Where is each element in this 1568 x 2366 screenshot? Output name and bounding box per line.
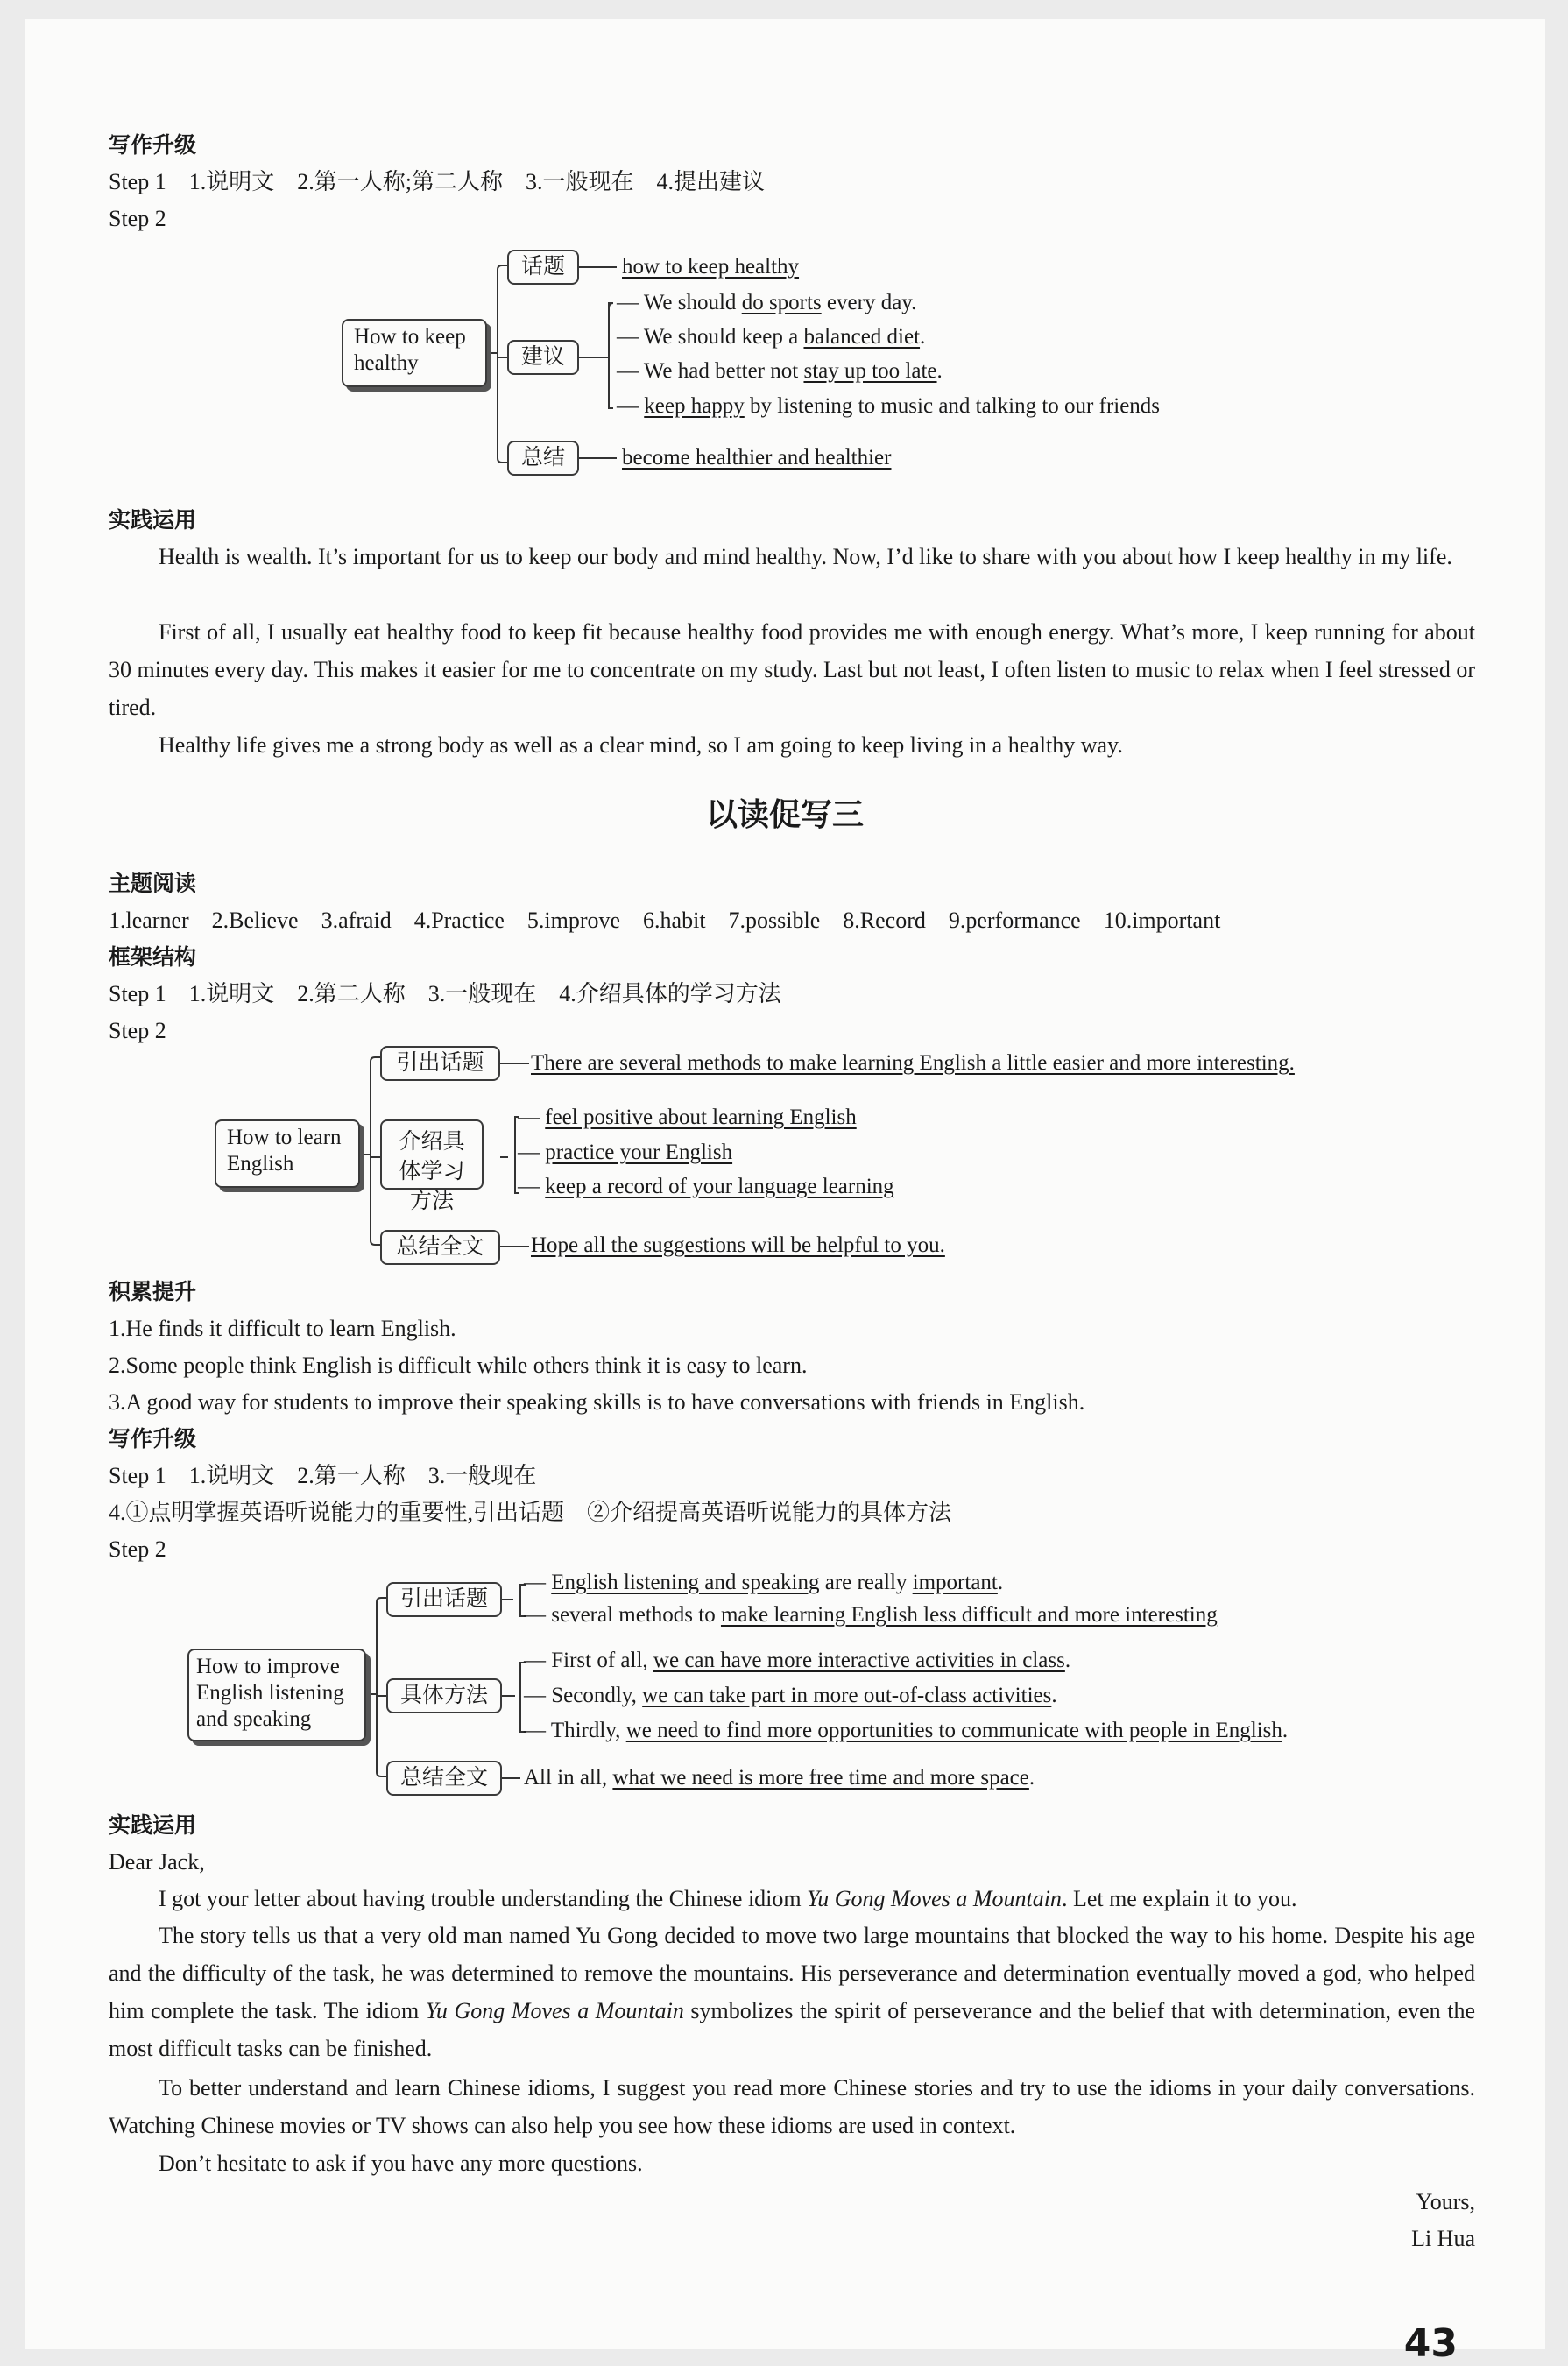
essay1-paragraph-2: First of all, I usually eat healthy food to keep fit because healthy food provides me with enough energy. What’s more, I keep running for about 30 minutes every day. This makes it easier for me to concentrate on my study. Last but not least, I often listen to music to relax when I feel stressed or tired. (109, 619, 1475, 720)
sentence-3: 3.A good way for students to improve their speaking skills is to have conversations with friends in English. (109, 1389, 1085, 1415)
letter-greeting: Dear Jack, (109, 1849, 205, 1875)
heading-theme-reading: 主题阅读 (109, 871, 197, 896)
letter-paragraph-1: I got your letter about having trouble understanding the Chinese idiom Yu Gong Moves a Mountain. Let me explain it to you. (159, 1886, 1297, 1911)
mindmap1-topic-leaf: how to keep healthy (622, 255, 800, 279)
letter-signature: Li Hua (1411, 2226, 1475, 2251)
step1-line: Step 1 1.说明文 2.第一人称;第二人称 3.一般现在 4.提出建议 (109, 169, 765, 194)
framework-step2-label: Step 2 (109, 1018, 166, 1043)
sentence-1: 1.He finds it difficult to learn English. (109, 1316, 456, 1341)
mindmap2-intro-leaf: There are several methods to make learning English a little easier and more interesting. (531, 1051, 1295, 1075)
mindmap1-suggestion-4: — keep happy by listening to music and talking to our friends (617, 394, 1161, 418)
heading-writing-upgrade: 写作升级 (109, 132, 197, 158)
mindmap1-summary-leaf: become healthier and healthier (622, 446, 892, 470)
mindmap2-method-2: — practice your English (518, 1141, 733, 1164)
mindmap3-branch-summary: 总结全文 (386, 1761, 502, 1796)
framework-step1: Step 1 1.说明文 2.第二人称 3.一般现在 4.介绍具体的学习方法 (109, 981, 781, 1006)
mindmap3-intro-2: — several methods to make learning English less difficult and more interesting (524, 1603, 1218, 1627)
mindmap2-branch-methods: 介绍具体学习方法 (380, 1119, 484, 1190)
mindmap3-summary-leaf: All in all, what we need is more free time and more space. (524, 1766, 1035, 1790)
mindmap3-branch-methods: 具体方法 (386, 1678, 502, 1713)
essay1-paragraph-3: Healthy life gives me a strong body as well as a clear mind, so I am going to keep living in a healthy way. (159, 732, 1123, 758)
heading-writing-upgrade-2: 写作升级 (109, 1426, 197, 1451)
essay1-paragraph-1: Health is wealth. It’s important for us to keep our body and mind healthy. Now, I’d like to share with you about how I keep healthy in my life. (159, 544, 1452, 569)
mindmap2-method-1: — feel positive about learning English (518, 1105, 857, 1129)
mindmap3-root: How to improve English listening and speaking (187, 1649, 366, 1741)
mindmap2-summary-leaf: Hope all the suggestions will be helpful to you. (531, 1233, 945, 1257)
step2-label: Step 2 (109, 206, 166, 231)
sentence-2: 2.Some people think English is difficult while others think it is easy to learn. (109, 1353, 808, 1378)
mindmap1-branch-suggestion: 建议 (507, 340, 579, 375)
page-number: 43 (1403, 2321, 1458, 2366)
mindmap1-suggestion-2: — We should keep a balanced diet. (617, 325, 926, 349)
mindmap2-branch-summary: 总结全文 (380, 1230, 500, 1265)
section-title: 以读促写三 (705, 796, 864, 833)
mindmap2-method-3: — keep a record of your language learning (518, 1175, 894, 1198)
mindmap2-branch-intro: 引出话题 (380, 1046, 500, 1081)
writing2-step2-label: Step 2 (109, 1536, 166, 1562)
mindmap1-suggestion-3: — We had better not stay up too late. (617, 359, 943, 383)
letter-closing: Yours, (1416, 2189, 1475, 2214)
letter-paragraph-2: The story tells us that a very old man named Yu Gong decided to move two large mountains that blocked the way to his home. Despite his age and the difficulty of the task, he was determined to remove the mountains. His perseverance and determination eventually moved a god, who helped him complete the task. The idiom Yu Gong Moves a Mountain symbolizes the spirit of perseverance and the belief that with determination, even the most difficult tasks can be finished. (109, 1923, 1476, 2061)
heading-framework: 框架结构 (109, 944, 197, 970)
mindmap3-intro-1: — English listening and speaking are really important. (524, 1571, 1004, 1594)
reading-answers: 1.learner 2.Believe 3.afraid 4.Practice 5.improve 6.habit 7.possible 8.Record 9.performance 10.important (109, 908, 1221, 933)
mindmap3-method-1: — First of all, we can have more interactive activities in class. (524, 1649, 1071, 1672)
writing2-step1-item4: 4.①点明掌握英语听说能力的重要性,引出话题 ②介绍提高英语听说能力的具体方法 (109, 1500, 952, 1525)
mindmap3-branch-intro: 引出话题 (386, 1582, 502, 1617)
mindmap3-method-3: — Thirdly, we need to find more opportunities to communicate with people in English. (524, 1719, 1289, 1742)
mindmap3-method-2: — Secondly, we can take part in more out-of-class activities. (524, 1684, 1057, 1707)
mindmap2-root: How to learn English (215, 1119, 360, 1188)
mindmap1-suggestion-1: — We should do sports every day. (617, 291, 917, 314)
letter-paragraph-3: To better understand and learn Chinese idioms, I suggest you read more Chinese stories and try to use the idioms in your daily conversations. Watching Chinese movies or TV shows can also help you see how these idioms are used in context. (109, 2075, 1475, 2138)
mindmap1-branch-topic: 话题 (507, 250, 579, 285)
writing2-step1: Step 1 1.说明文 2.第一人称 3.一般现在 (109, 1463, 537, 1488)
mindmap1-root: How to keep healthy (342, 319, 487, 387)
mindmap1-branch-summary: 总结 (507, 441, 579, 476)
heading-practice-2: 实践运用 (109, 1812, 197, 1838)
letter-paragraph-4: Don’t hesitate to ask if you have any more questions. (159, 2151, 643, 2176)
answer-page (25, 19, 1545, 2366)
heading-accumulate: 积累提升 (109, 1279, 197, 1304)
heading-practice-1: 实践运用 (109, 507, 197, 533)
